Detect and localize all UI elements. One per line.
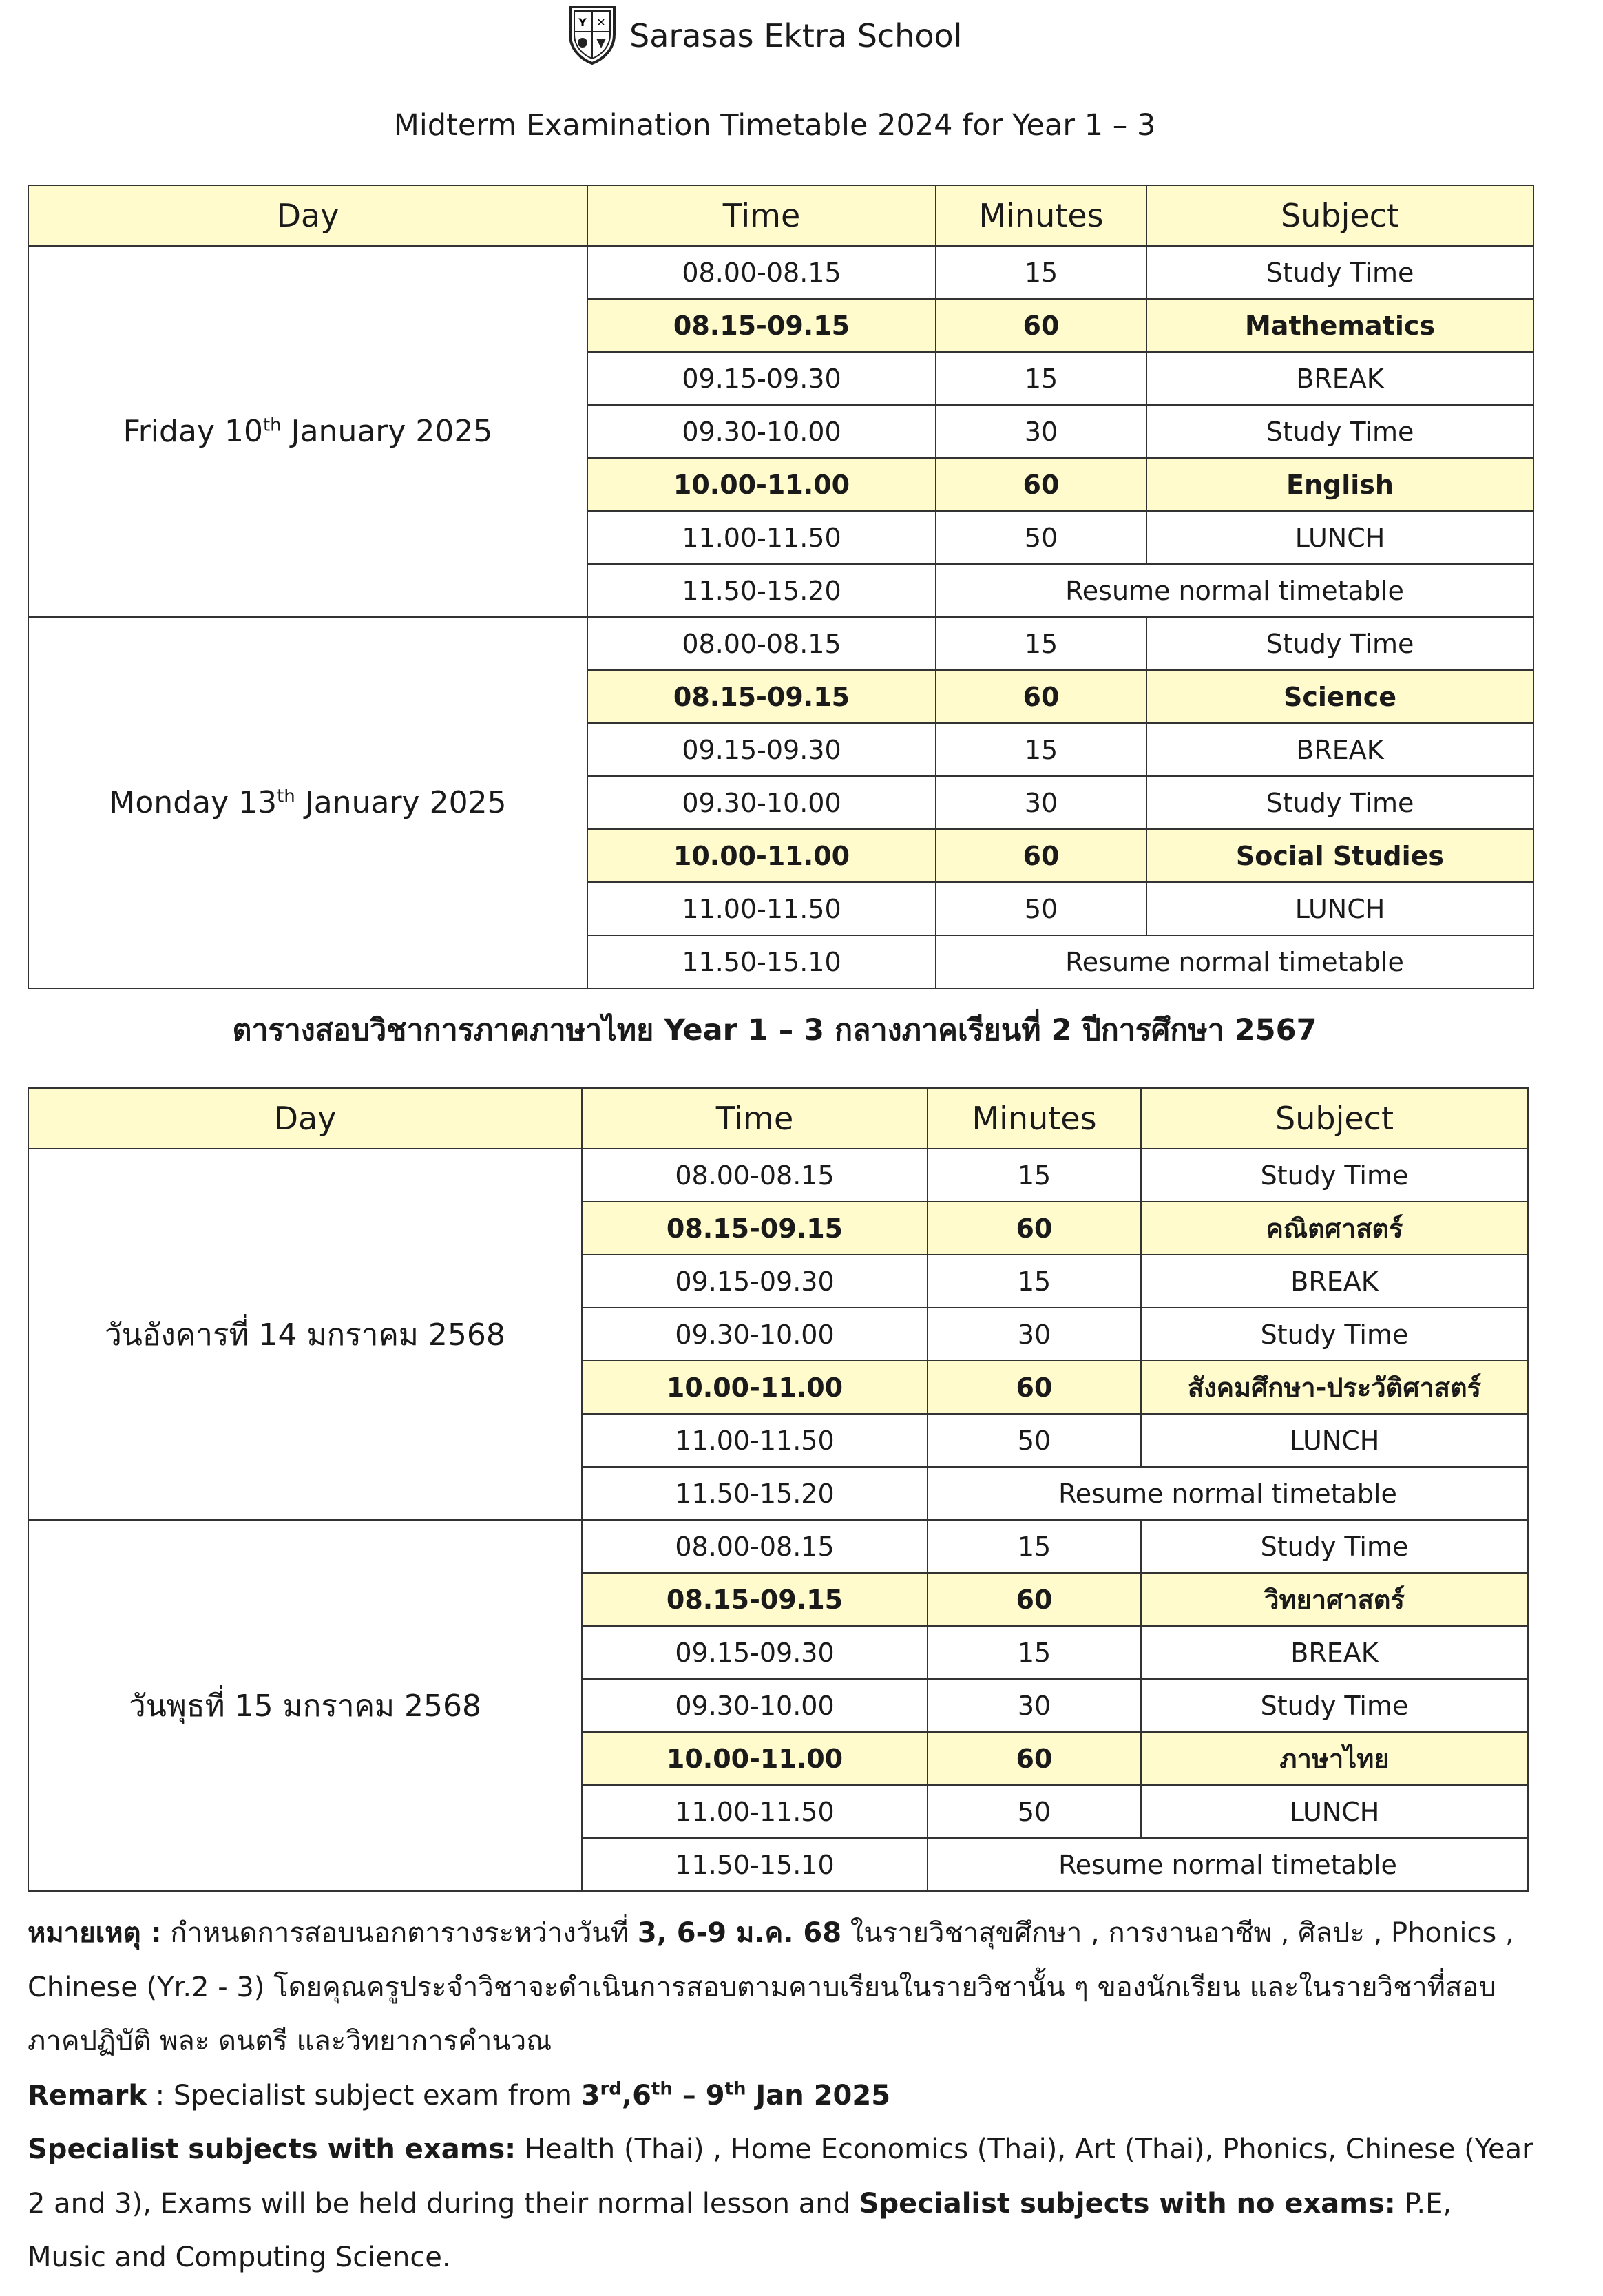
column-header-minutes: Minutes [928, 1088, 1141, 1149]
time-cell: 11.00-11.50 [587, 882, 936, 935]
minutes-cell: 15 [936, 617, 1146, 670]
thai-note-label: หมายเหตุ : [28, 1917, 162, 1949]
thai-note-dates: 3, 6-9 ม.ค. 68 [637, 1917, 842, 1949]
no-exams-label: Specialist subjects with no exams: [859, 2187, 1396, 2220]
day-label-ordinal: th [262, 415, 282, 436]
minutes-cell: 50 [936, 511, 1146, 564]
time-cell: 09.30-10.00 [582, 1308, 928, 1361]
column-header-time: Time [587, 185, 936, 246]
exam-subject-cell: คณิตศาสตร์ [1141, 1202, 1528, 1255]
minutes-cell: 15 [936, 246, 1146, 299]
time-cell: 09.30-10.00 [582, 1679, 928, 1732]
table-row [28, 1520, 1528, 1573]
subject-cell: LUNCH [1146, 511, 1533, 564]
svg-text:Y: Y [578, 16, 587, 29]
specialist-note [28, 2122, 1536, 2285]
time-cell: 08.15-09.15 [587, 299, 936, 352]
day-cell [28, 1520, 582, 1891]
time-cell: 11.50-15.20 [582, 1467, 928, 1520]
day-cell [28, 246, 587, 617]
day-label: Friday 10 [123, 414, 263, 449]
thai-timetable-title: ตารางสอบวิชาการภาคภาษาไทย Year 1 – 3 กลางภาคเรียนที่ 2 ปีการศึกษา 2567 [232, 1013, 1317, 1047]
day-cell [28, 1149, 582, 1520]
remark-date-4: Jan 2025 [746, 2079, 891, 2111]
minutes-cell: 15 [936, 352, 1146, 405]
time-cell: 08.00-08.15 [587, 246, 936, 299]
remark-sup-3: th [724, 2078, 746, 2100]
minutes-cell: 50 [936, 882, 1146, 935]
subject-cell: Study Time [1141, 1520, 1528, 1573]
time-cell: 09.30-10.00 [587, 776, 936, 829]
day-label: วันพุธที่ 15 มกราคม 2568 [129, 1688, 481, 1724]
english-timetable-title: Midterm Examination Timetable 2024 for Year 1 – 3 [393, 108, 1156, 143]
column-header-subject: Subject [1141, 1088, 1528, 1149]
thai-note-text-1: กำหนดการสอบนอกตารางระหว่างวันที่ [161, 1917, 638, 1949]
thai-timetable [28, 1087, 1529, 1892]
table-row [28, 246, 1533, 299]
column-header-time: Time [582, 1088, 928, 1149]
minutes-cell: 15 [928, 1520, 1141, 1573]
remark-sup-2: th [651, 2078, 673, 2100]
subject-cell: BREAK [1141, 1626, 1528, 1679]
time-cell: 08.15-09.15 [582, 1573, 928, 1626]
subject-cell: LUNCH [1141, 1414, 1528, 1467]
subject-cell: Study Time [1141, 1679, 1528, 1732]
remark-sup-1: rd [600, 2078, 622, 2100]
minutes-cell: 60 [936, 670, 1146, 723]
no-exams-text: P.E, Music and Computing Science. [28, 2187, 1452, 2273]
minutes-cell: 15 [936, 723, 1146, 776]
day-label-ordinal: th [277, 786, 295, 807]
time-cell: 08.00-08.15 [582, 1520, 928, 1573]
time-cell: 10.00-11.00 [587, 458, 936, 511]
day-label-month: January 2025 [281, 414, 493, 449]
time-cell: 09.15-09.30 [582, 1626, 928, 1679]
remark-date-1: 3 [580, 2079, 600, 2111]
subject-cell: Study Time [1141, 1308, 1528, 1361]
time-cell: 11.00-11.50 [587, 511, 936, 564]
time-cell: 10.00-11.00 [582, 1732, 928, 1785]
resume-normal-cell: Resume normal timetable [936, 935, 1533, 988]
subject-cell: LUNCH [1141, 1785, 1528, 1838]
day-label-month: January 2025 [295, 785, 507, 820]
time-cell: 08.15-09.15 [582, 1202, 928, 1255]
thai-note [28, 1906, 1536, 2069]
column-header-minutes: Minutes [936, 185, 1146, 246]
subject-cell: BREAK [1146, 352, 1533, 405]
minutes-cell: 15 [928, 1626, 1141, 1679]
minutes-cell: 50 [928, 1414, 1141, 1467]
remark-label: Remark [28, 2079, 147, 2111]
subject-cell: Study Time [1146, 405, 1533, 458]
minutes-cell: 50 [928, 1785, 1141, 1838]
day-label: วันอังคารที่ 14 มกราคม 2568 [105, 1317, 505, 1353]
minutes-cell: 60 [936, 299, 1146, 352]
minutes-cell: 15 [928, 1149, 1141, 1202]
header-row [28, 185, 1533, 246]
remark-text: : Specialist subject exam from [146, 2079, 581, 2111]
minutes-cell: 30 [928, 1308, 1141, 1361]
exam-subject-cell: Social Studies [1146, 829, 1533, 882]
exam-subject-cell: วิทยาศาสตร์ [1141, 1573, 1528, 1626]
time-cell: 08.00-08.15 [587, 617, 936, 670]
with-exams-text: Health (Thai) , Home Economics (Thai), Art (Thai), Phonics, Chinese (Year 2 and 3), Exams will be held during their normal lesson and [28, 2133, 1533, 2220]
english-timetable [28, 185, 1534, 989]
exam-subject-cell: สังคมศึกษา-ประวัติศาสตร์ [1141, 1361, 1528, 1414]
minutes-cell: 30 [936, 776, 1146, 829]
column-header-day: Day [28, 185, 587, 246]
remark-date-3: – 9 [672, 2079, 725, 2111]
time-cell: 09.30-10.00 [587, 405, 936, 458]
minutes-cell: 60 [928, 1573, 1141, 1626]
minutes-cell: 60 [928, 1732, 1141, 1785]
day-cell [28, 617, 587, 988]
subject-cell: Study Time [1141, 1149, 1528, 1202]
time-cell: 11.50-15.10 [582, 1838, 928, 1891]
remark-line [28, 2069, 1536, 2123]
time-cell: 10.00-11.00 [587, 829, 936, 882]
minutes-cell: 15 [928, 1255, 1141, 1308]
subject-cell: BREAK [1146, 723, 1533, 776]
svg-text:✕: ✕ [596, 16, 606, 29]
thai-note-text-2: ในรายวิชาสุขศึกษา , การงานอาชีพ , ศิลปะ , Phonics , Chinese (Yr.2 - 3) โดยคุณครูประจำวิชาจะดำเนินการสอบตามคาบเรียนในรายวิชานั้น ๆ ของนักเรียน และในรายวิชาที่สอบภาคปฏิบัติ พละ ดนตรี และวิทยาการคำนวณ [28, 1917, 1514, 2057]
time-cell: 09.15-09.30 [582, 1255, 928, 1308]
resume-normal-cell: Resume normal timetable [928, 1467, 1528, 1520]
school-name: Sarasas Ektra School [629, 17, 963, 54]
time-cell: 11.00-11.50 [582, 1414, 928, 1467]
time-cell: 09.15-09.30 [587, 352, 936, 405]
time-cell: 08.15-09.15 [587, 670, 936, 723]
subject-cell: LUNCH [1146, 882, 1533, 935]
table-row [28, 1149, 1528, 1202]
minutes-cell: 60 [928, 1361, 1141, 1414]
remark-date-2: ,6 [621, 2079, 651, 2111]
subject-cell: Study Time [1146, 776, 1533, 829]
header-row [28, 1088, 1528, 1149]
subject-cell: Study Time [1146, 246, 1533, 299]
time-cell: 09.15-09.30 [587, 723, 936, 776]
day-label: Monday 13 [109, 785, 277, 820]
minutes-cell: 60 [936, 458, 1146, 511]
school-crest-icon [567, 4, 617, 65]
exam-subject-cell: ภาษาไทย [1141, 1732, 1528, 1785]
minutes-cell: 30 [928, 1679, 1141, 1732]
minutes-cell: 60 [928, 1202, 1141, 1255]
time-cell: 11.00-11.50 [582, 1785, 928, 1838]
with-exams-label: Specialist subjects with exams: [28, 2133, 516, 2165]
notes-section [28, 1906, 1536, 2285]
remark-dates [581, 2080, 890, 2111]
column-header-day: Day [28, 1088, 582, 1149]
exam-subject-cell: Science [1146, 670, 1533, 723]
page-header [0, 0, 1603, 76]
time-cell: 08.00-08.15 [582, 1149, 928, 1202]
time-cell: 10.00-11.00 [582, 1361, 928, 1414]
resume-normal-cell: Resume normal timetable [936, 564, 1533, 617]
table-row [28, 617, 1533, 670]
minutes-cell: 60 [936, 829, 1146, 882]
minutes-cell: 30 [936, 405, 1146, 458]
subject-cell: BREAK [1141, 1255, 1528, 1308]
subject-cell: Study Time [1146, 617, 1533, 670]
resume-normal-cell: Resume normal timetable [928, 1838, 1528, 1891]
column-header-subject: Subject [1146, 185, 1533, 246]
exam-subject-cell: English [1146, 458, 1533, 511]
time-cell: 11.50-15.20 [587, 564, 936, 617]
time-cell: 11.50-15.10 [587, 935, 936, 988]
exam-subject-cell: Mathematics [1146, 299, 1533, 352]
